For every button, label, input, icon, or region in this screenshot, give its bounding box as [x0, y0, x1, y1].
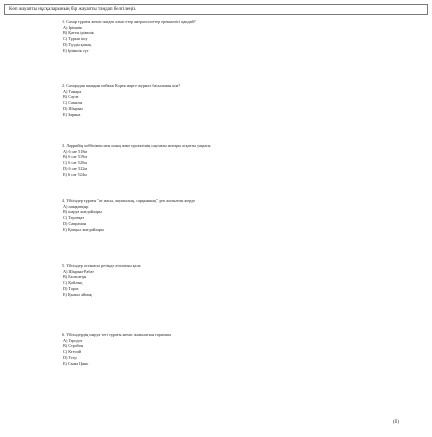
question-text: 6. Үйсіндердің шаруа тегі тұрағы жеміс жазылатын тарихшы	[62, 332, 172, 337]
answer-option[interactable]: D) Сапраман	[63, 220, 86, 226]
answer-option[interactable]: D) Тараз	[63, 285, 79, 291]
page-marker: (б)	[393, 420, 399, 425]
answer-option[interactable]: С) Самалы	[63, 100, 83, 106]
instruction-header	[4, 4, 428, 15]
question-text: 4. Үйсіндер тұрағы "ат жасы, аяушылық, сарқыншақ" деп жазылған жерде	[62, 198, 196, 203]
answer-option[interactable]: А) Ірімшік	[63, 24, 83, 30]
answer-option[interactable]: Е) Қатқыл жағдайлары	[63, 226, 104, 232]
question-3	[62, 143, 211, 177]
answer-option[interactable]: D) Тұзды қатық	[63, 41, 92, 47]
question-4	[62, 198, 195, 232]
answer-option[interactable]: В) Страбон	[63, 343, 84, 349]
answer-option[interactable]: С) Ктесий	[63, 349, 82, 355]
question-text: 2. Сахарадан шыққан пейзаж Корея жерге журнал басылымы кім?	[62, 83, 181, 88]
answer-option[interactable]: А) Тамара	[63, 88, 82, 94]
answer-option[interactable]: С) Тұрып ішу	[63, 36, 88, 42]
answer-option[interactable]: А) 6 сағ 518м	[63, 148, 88, 154]
answer-option[interactable]: А) Шырын-Рабат	[63, 268, 94, 274]
question-5	[62, 263, 141, 297]
answer-option[interactable]: Е) Ірімшік сүт	[63, 47, 89, 53]
answer-option[interactable]: В) шаруа жағдайлары	[63, 209, 102, 215]
question-text: 1. Сахар тұрағы жеміс-жидек алып етер антропологтер ерекшелігі қандай?	[62, 19, 196, 24]
answer-option[interactable]: D) 6 сағ 522м	[63, 165, 88, 171]
answer-option[interactable]: С) Терлеқат	[63, 215, 85, 221]
question-6	[62, 332, 171, 366]
answer-option[interactable]: А) Геродот	[63, 337, 83, 343]
question-text: 5. Үйсіндер астанасы ретінде аталатын қала	[62, 263, 141, 268]
question-text: 3. Ларрийің хоббиімен мен оның жеке проектінің сақтаған жоғары асқатты уақыты	[62, 143, 211, 148]
instruction-text: Көп жауапты нұсқаларының бір жауапты таңдап белгілеңіз.	[9, 7, 137, 12]
answer-option[interactable]: А) шаңқатқыр	[63, 203, 89, 209]
answer-option[interactable]: Е) 6 сағ 524м	[63, 171, 87, 177]
question-1	[62, 19, 196, 53]
answer-option[interactable]: В) Баласағұн	[63, 274, 87, 280]
answer-option[interactable]: В) Сауле	[63, 94, 79, 100]
question-2	[62, 83, 180, 117]
answer-option[interactable]: D) Тегр	[63, 354, 77, 360]
answer-option[interactable]: В) 6 сағ 519м	[63, 154, 87, 160]
answer-option[interactable]: В) Қатты ірімшік	[63, 30, 94, 36]
answer-option[interactable]: Е) Зарина	[63, 111, 81, 117]
answer-option[interactable]: С) 6 сағ 520м	[63, 160, 87, 166]
answer-option[interactable]: С) Қойлық	[63, 280, 83, 286]
answer-option[interactable]: Е) Сыма Цянь	[63, 360, 89, 366]
answer-option[interactable]: D) Шырын	[63, 105, 83, 111]
answer-option[interactable]: Е) Қызыл аймақ	[63, 291, 92, 297]
